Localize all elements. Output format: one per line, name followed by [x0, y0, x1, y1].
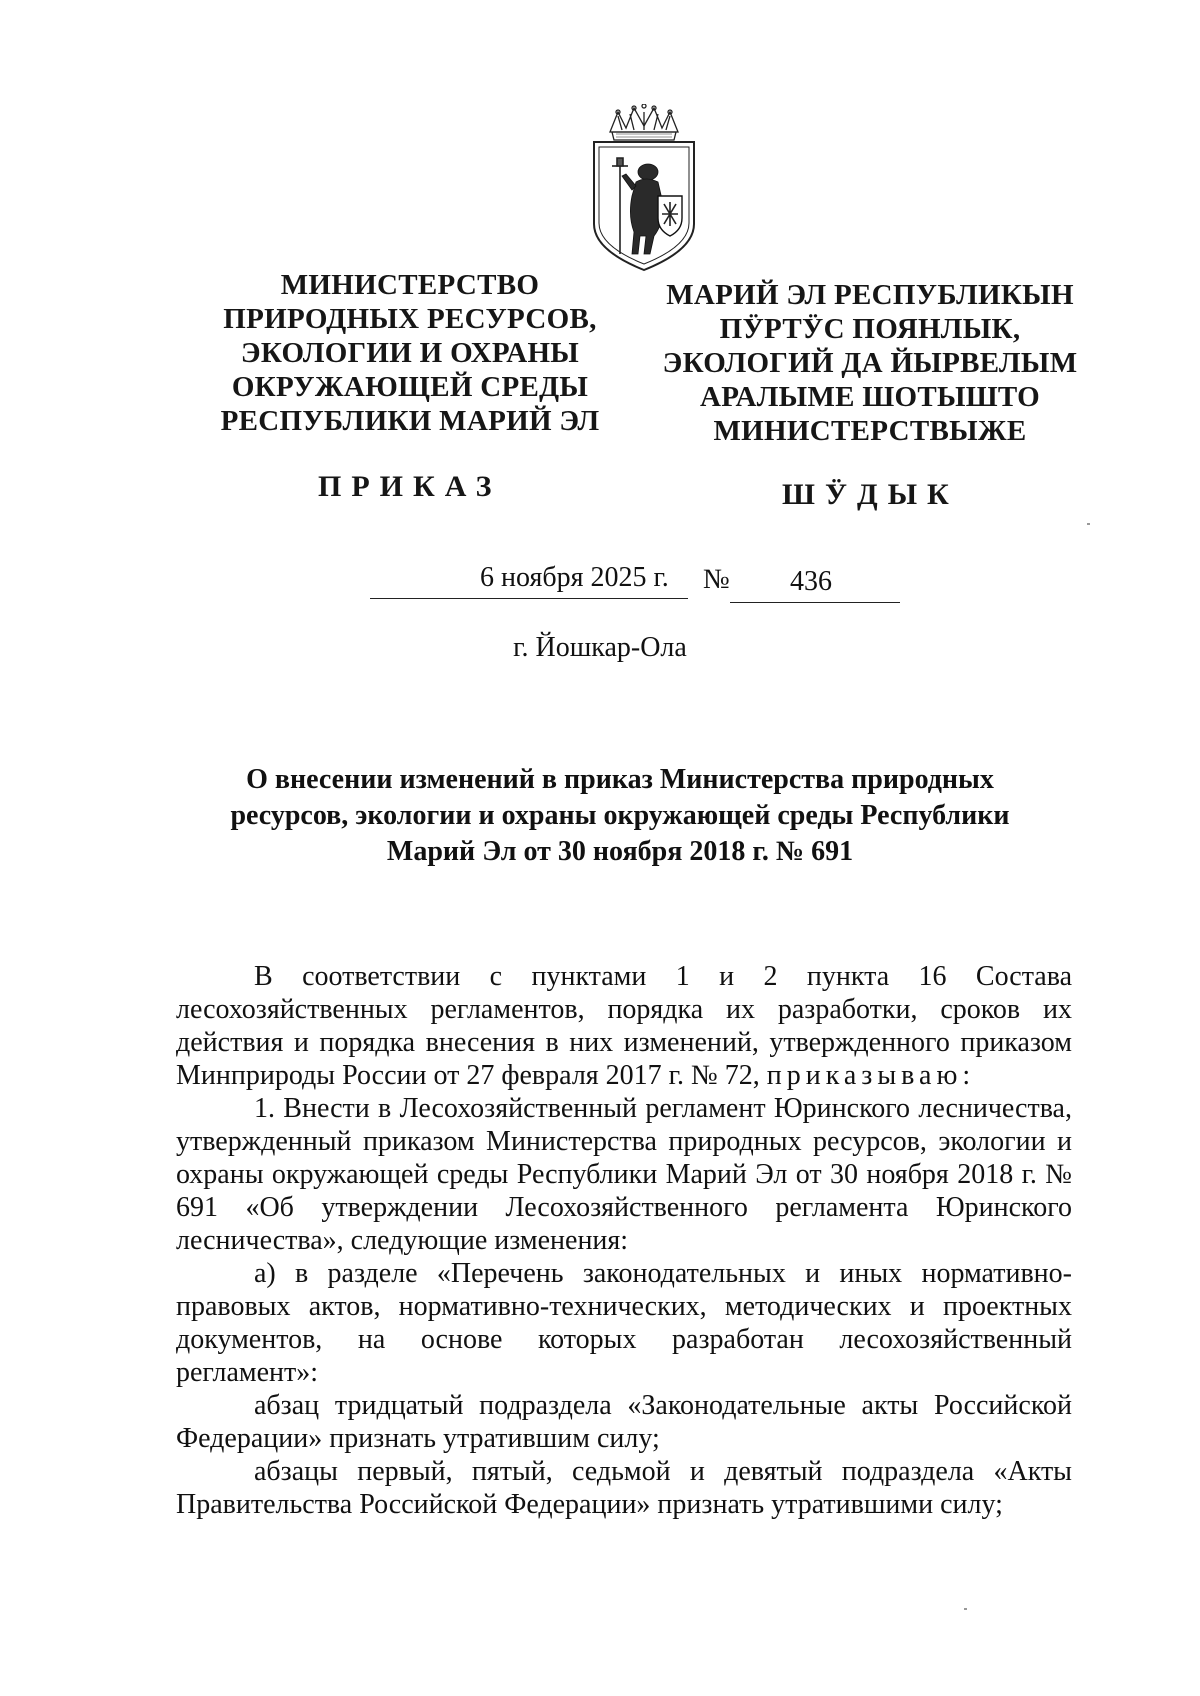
ministry-mari-line: МИНИСТЕРСТВЫЖЕ	[713, 415, 1027, 447]
order-number: 436	[790, 566, 832, 597]
ministry-mari-line: ПӰРТӰС ПОЯНЛЫК,	[719, 313, 1021, 345]
paragraph: 1. Внести в Лесохозяйственный регламент Юринского лесничества, утвержденный приказом Министерства природных ресурсов, экологии и охраны окружающей среды Республики Марий Эл от 30 ноября 2018 г. № 691 «Об утверждении Лесохозяйственного регламента Юринского лесничества», следующие изменения:	[176, 1093, 1072, 1256]
date-number-line	[370, 562, 890, 602]
scan-speck	[1087, 523, 1090, 525]
order-title-mari: ШӰДЫК	[782, 478, 959, 511]
ministry-ru-line: ЭКОЛОГИИ И ОХРАНЫ	[240, 337, 580, 369]
ministry-ru-line: МИНИСТЕРСТВО	[280, 269, 540, 301]
document-body	[176, 960, 1072, 1521]
ministry-ru-line: ПРИРОДНЫХ РЕСУРСОВ,	[223, 303, 597, 335]
ministry-ru-line: РЕСПУБЛИКИ МАРИЙ ЭЛ	[220, 405, 600, 437]
document-title: О внесении изменений в приказ Министерства природных ресурсов, экологии и охраны окружающей среды Республики Марий Эл от 30 ноября 2018 г. № 691	[230, 764, 1010, 867]
paragraph: абзац тридцатый подраздела «Законодательные акты Российской Федерации» признать утратившим силу;	[176, 1390, 1072, 1454]
order-title-ru: ПРИКАЗ	[318, 470, 502, 503]
paragraph-text: В соответствии с пунктами 1 и 2 пункта 16 Состава лесохозяйственных регламентов, порядка их разработки, сроков их действия и порядка внесения в них изменений, утвержденного приказом Минприроды России от 27 февраля 2017 г. № 72,	[176, 961, 1072, 1091]
coat-of-arms-emblem	[588, 104, 700, 274]
ministry-ru-line: ОКРУЖАЮЩЕЙ СРЕДЫ	[231, 371, 589, 403]
paragraph: а) в разделе «Перечень законодательных и иных нормативно-правовых актов, нормативно-технических, методических и проектных документов, на основе которых разработан лесохозяйственный регламент»:	[176, 1258, 1072, 1388]
order-verb: приказываю:	[766, 1060, 976, 1091]
ministry-mari-line: ЭКОЛОГИЙ ДА ЙЫРВЕЛЫМ	[662, 347, 1078, 379]
ministry-name-ru	[210, 268, 610, 438]
paragraph: абзацы первый, пятый, седьмой и девятый подраздела «Акты Правительства Российской Федерации» признать утратившими силу;	[176, 1456, 1072, 1520]
ministry-name-mari	[650, 278, 1090, 448]
scan-speck	[964, 1608, 967, 1610]
number-sign: №	[703, 564, 730, 595]
order-date: 6 ноября 2025 г.	[480, 562, 669, 593]
ministry-mari-line: АРАЛЫМЕ ШОТЫШТО	[699, 381, 1041, 413]
city: г. Йошкар-Ола	[513, 632, 687, 663]
ministry-mari-line: МАРИЙ ЭЛ РЕСПУБЛИКЫН	[666, 279, 1074, 311]
paragraph	[176, 960, 1072, 1092]
